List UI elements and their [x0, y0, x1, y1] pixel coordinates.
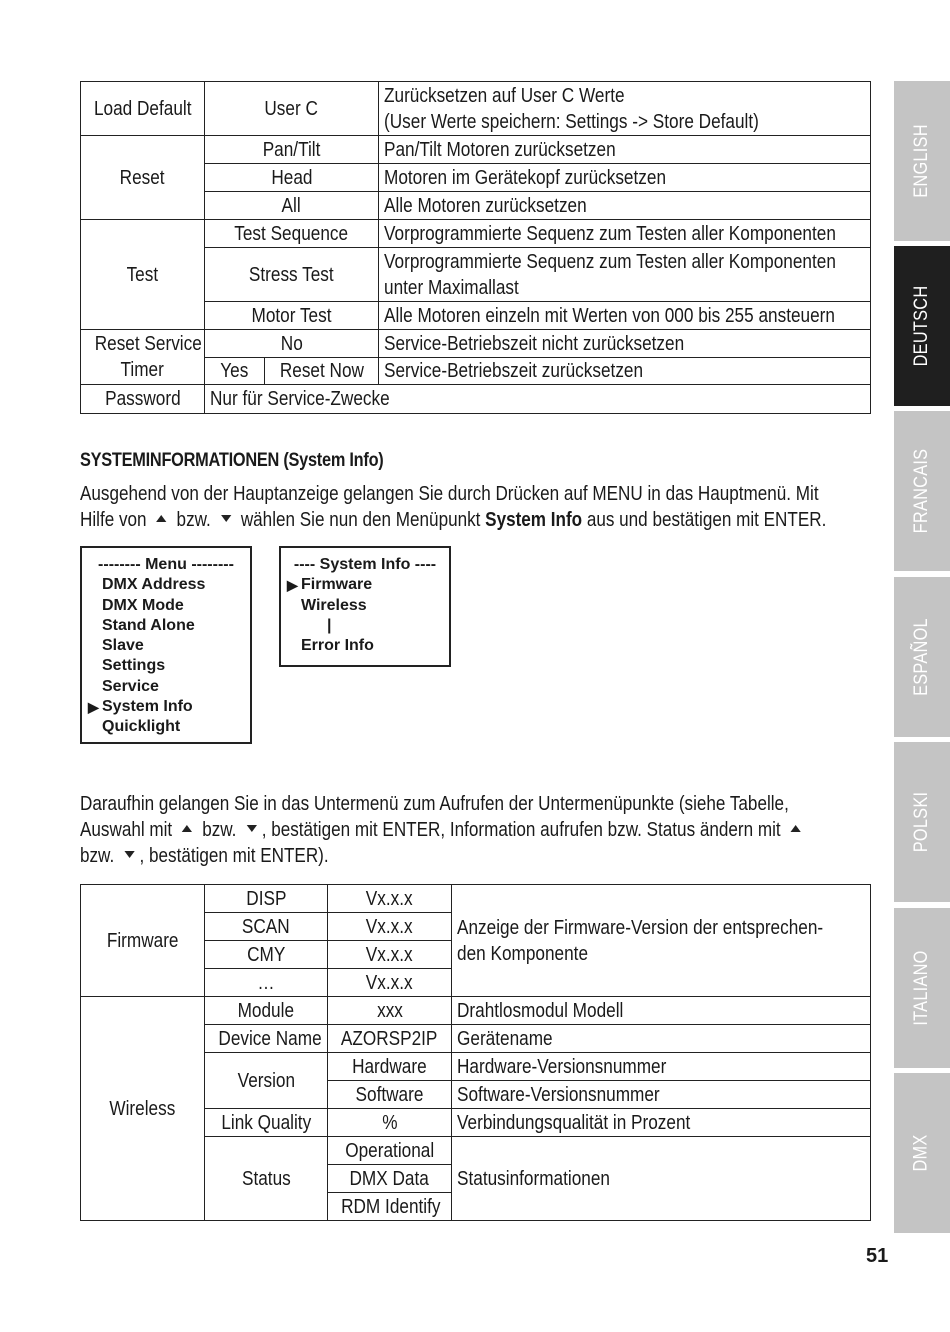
component-name: DISP: [205, 885, 328, 913]
component-name: SCAN: [205, 913, 328, 941]
table-row: [81, 997, 871, 1025]
item-value: Operational: [328, 1137, 452, 1165]
menu-item-separator: |: [327, 616, 332, 634]
item-value: %: [328, 1109, 452, 1137]
navigation-paragraph: Daraufhin gelangen Sie in das Untermenü zum Aufrufen der Untermenüpunkte (siehe Tabelle, Auswahl mit bzw. , bestätigen mit ENTER, Information aufrufen bzw. Status ändern mit bzw. , bestätigen mit ENTER).: [80, 791, 929, 869]
menu-item: Settings: [102, 657, 166, 675]
down-arrow-icon: [246, 825, 256, 832]
table-row: [81, 220, 871, 248]
row-option: Pan/Tilt: [205, 136, 379, 164]
item-description: Verbindungsqualität in Prozent: [452, 1109, 871, 1137]
table-row: [81, 82, 871, 136]
row-label: Reset: [81, 136, 205, 220]
row-description: Zurücksetzen auf User C Werte (User Werte speichern: Settings -> Store Default): [379, 82, 871, 136]
item-value: AZORSP2IP: [328, 1025, 452, 1053]
firmware-description: Anzeige der Firmware-Version der entsprechen- den Komponente: [452, 885, 871, 997]
page-number: 51: [866, 1245, 889, 1267]
row-label: Password: [81, 385, 205, 414]
down-arrow-icon: [221, 515, 231, 522]
item-name: Version: [205, 1053, 328, 1109]
row-option-reset-now: Reset Now: [265, 358, 379, 385]
row-option: Motor Test: [205, 302, 379, 330]
item-name: Module: [205, 997, 328, 1025]
item-value: Software: [328, 1081, 452, 1109]
section-heading: SYSTEMINFORMATIONEN (System Info): [80, 450, 384, 471]
row-description: Pan/Tilt Motoren zurücksetzen: [379, 136, 871, 164]
row-description: Motoren im Gerätekopf zurücksetzen: [379, 164, 871, 192]
menu-item-selected: ▶ Firmware: [281, 575, 449, 595]
menu-display-main: [80, 546, 252, 744]
menu-item: Stand Alone: [102, 616, 195, 634]
tab-dmx[interactable]: DMX: [894, 1073, 950, 1233]
row-description: Alle Motoren einzeln mit Werten von 000 bis 255 ansteuern: [379, 302, 871, 330]
system-info-table: [80, 884, 871, 1221]
item-name: Status: [205, 1137, 328, 1221]
row-option: Head: [205, 164, 379, 192]
menu-item: Slave: [102, 637, 144, 655]
component-value: Vx.x.x: [328, 941, 452, 969]
row-label: Test: [81, 220, 205, 330]
menu-item: DMX Mode: [102, 596, 184, 614]
down-arrow-icon: [124, 851, 134, 858]
item-description: Software-Versionsnummer: [452, 1081, 871, 1109]
tab-english[interactable]: ENGLISH: [894, 81, 950, 241]
row-label: Reset Service Timer: [81, 330, 205, 385]
row-option: User C: [205, 82, 379, 136]
item-value: RDM Identify: [328, 1193, 452, 1221]
up-arrow-icon: [156, 515, 166, 522]
tab-francais[interactable]: FRANCAIS: [894, 411, 950, 571]
up-arrow-icon: [182, 825, 192, 832]
item-description: Statusinformationen: [452, 1137, 871, 1221]
row-label: Load Default: [81, 82, 205, 136]
selection-pointer-icon: ▶: [88, 699, 99, 716]
item-value: DMX Data: [328, 1165, 452, 1193]
item-description: Drahtlosmodul Modell: [452, 997, 871, 1025]
component-name: …: [205, 969, 328, 997]
item-name: Device Name: [205, 1025, 328, 1053]
item-value: Hardware: [328, 1053, 452, 1081]
menu-item: Error Info: [301, 637, 374, 655]
component-value: Vx.x.x: [328, 969, 452, 997]
table-row: [81, 330, 871, 358]
row-option-yes: Yes: [205, 358, 265, 385]
item-name: Link Quality: [205, 1109, 328, 1137]
row-option: Stress Test: [205, 248, 379, 302]
firmware-label: Firmware: [81, 885, 205, 997]
up-arrow-icon: [791, 825, 801, 832]
tab-espanol[interactable]: ESPAÑOL: [894, 577, 950, 737]
row-description: Nur für Service-Zwecke: [205, 385, 871, 414]
tab-polski[interactable]: POLSKI: [894, 742, 950, 902]
row-description: Alle Motoren zurücksetzen: [379, 192, 871, 220]
row-description: Service-Betriebszeit zurücksetzen: [379, 358, 871, 385]
row-description: Service-Betriebszeit nicht zurücksetzen: [379, 330, 871, 358]
selection-pointer-icon: ▶: [287, 577, 298, 594]
table-row: [81, 385, 871, 414]
menu-display-system-info: [279, 546, 451, 667]
tab-deutsch[interactable]: DEUTSCH: [894, 246, 950, 406]
table-row: [81, 885, 871, 913]
menu-item: Service: [102, 677, 159, 695]
wireless-label: Wireless: [81, 997, 205, 1221]
row-option: No: [205, 330, 379, 358]
intro-paragraph: Ausgehend von der Hauptanzeige gelangen Sie durch Drücken auf MENU in das Hauptmenü. Mit Hilfe von bzw. wählen Sie nun den Menüpunkt System Info aus und bestätigen mit ENTER.: [80, 483, 827, 531]
component-value: Vx.x.x: [328, 885, 452, 913]
tab-italiano[interactable]: ITALIANO: [894, 908, 950, 1068]
menu-title: -------- Menu --------: [98, 556, 234, 573]
item-value: xxx: [328, 997, 452, 1025]
menu-item: Quicklight: [102, 718, 181, 736]
item-description: Hardware-Versionsnummer: [452, 1053, 871, 1081]
menu-item: Wireless: [301, 596, 367, 614]
row-option: Test Sequence: [205, 220, 379, 248]
table-row: [81, 136, 871, 164]
menu-title: ---- System Info ----: [293, 556, 437, 573]
menu-item-selected: ▶ System Info: [82, 697, 250, 717]
row-description: Vorprogrammierte Sequenz zum Testen aller Komponenten unter Maximallast: [379, 248, 871, 302]
component-name: CMY: [205, 941, 328, 969]
component-value: Vx.x.x: [328, 913, 452, 941]
row-option: All: [205, 192, 379, 220]
row-description: Vorprogrammierte Sequenz zum Testen aller Komponenten: [379, 220, 871, 248]
item-description: Gerätename: [452, 1025, 871, 1053]
menu-item: DMX Address: [102, 576, 206, 594]
service-settings-table: [80, 81, 871, 414]
